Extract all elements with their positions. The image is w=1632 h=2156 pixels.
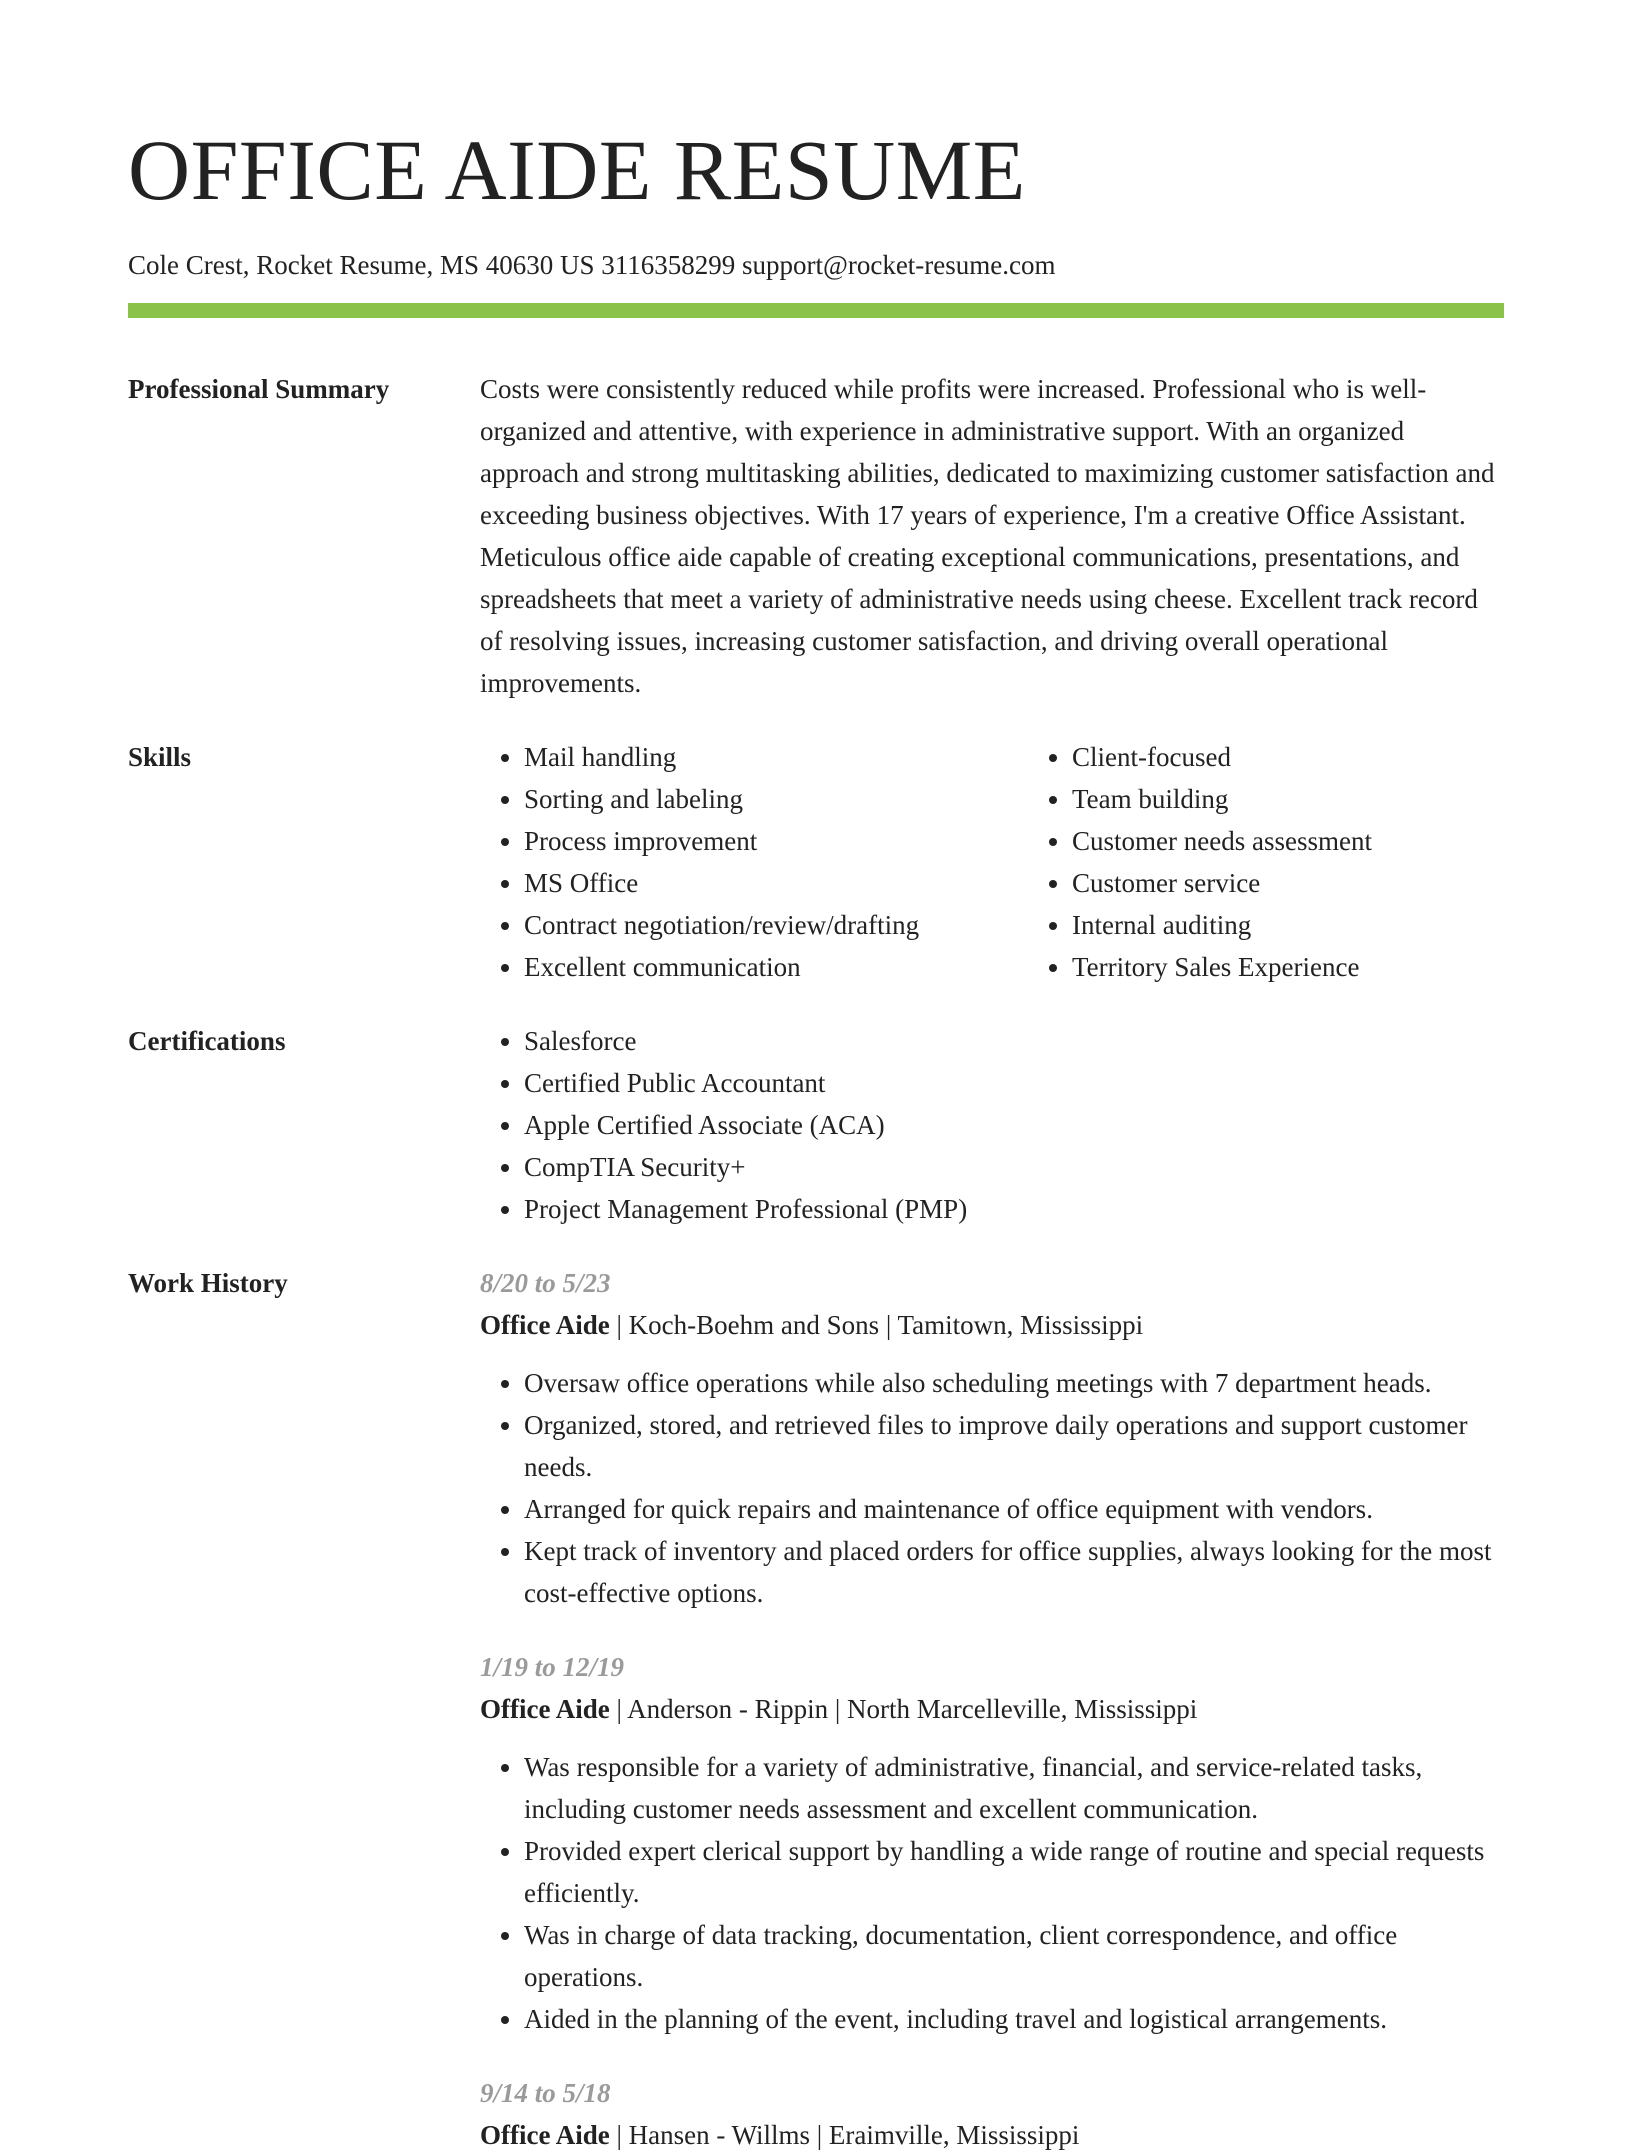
skill-item: • Sorting and labeling	[524, 778, 1028, 820]
skill-item: • Mail handling	[524, 736, 1028, 778]
job-entry	[480, 2072, 1504, 2156]
work-history-section	[128, 1262, 1504, 2156]
summary-text: Costs were consistently reduced while profits were increased. Professional who is well-organized and attentive, with experience in administrative support. With an organized approach and strong multitasking abilities, dedicated to maximizing customer satisfaction and exceeding business objectives. With 17 years of experience, I'm a creative Office Assistant. Meticulous office aide capable of creating exceptional communications, presentations, and spreadsheets that meet a variety of administrative needs using cheese. Excellent track record of resolving issues, increasing customer satisfaction, and driving overall operational improvements.	[480, 374, 1495, 698]
certification-item: • Apple Certified Associate (ACA)	[524, 1104, 1504, 1146]
skill-item: • Customer service	[1072, 862, 1576, 904]
resume-page	[128, 0, 1504, 2156]
job-details: | Anderson - Rippin | North Marcelleville, Mississippi	[609, 1694, 1198, 1724]
skill-item: • Team building	[1072, 778, 1576, 820]
job-details: | Hansen - Willms | Eraimville, Mississippi	[609, 2120, 1080, 2150]
certifications-list	[480, 1020, 1504, 1230]
skill-item: • Excellent communication	[524, 946, 1028, 988]
certification-item: • Certified Public Accountant	[524, 1062, 1504, 1104]
skill-item: • Process improvement	[524, 820, 1028, 862]
summary-section	[128, 368, 1504, 704]
job-bullet: • Organized, stored, and retrieved files to improve daily operations and support customer needs.	[524, 1404, 1504, 1488]
job-bullet: • Was responsible for a variety of administrative, financial, and service-related tasks, including customer needs assessment and excellent communication.	[524, 1746, 1504, 1830]
certifications-section	[128, 1020, 1504, 1230]
header-divider	[128, 303, 1504, 318]
skill-item: • Territory Sales Experience	[1072, 946, 1576, 988]
job-title: Office Aide	[480, 1694, 610, 1724]
skill-item: • Client-focused	[1072, 736, 1576, 778]
summary-label: Professional Summary	[128, 374, 390, 404]
job-entry	[480, 1646, 1504, 2040]
job-title: Office Aide	[480, 1310, 610, 1340]
job-bullets	[480, 1362, 1504, 1614]
skill-item: • Customer needs assessment	[1072, 820, 1576, 862]
contact-line: Cole Crest, Rocket Resume, MS 40630 US 3116358299 support@rocket-resume.com	[128, 250, 1056, 280]
resume-title: OFFICE AIDE RESUME	[128, 122, 1026, 218]
job-bullet: • Was in charge of data tracking, documentation, client correspondence, and office operations.	[524, 1914, 1504, 1998]
job-title: Office Aide	[480, 2120, 610, 2150]
job-dates: 1/19 to 12/19	[480, 1652, 625, 1682]
certification-item: • Salesforce	[524, 1020, 1504, 1062]
skills-columns	[480, 736, 1576, 988]
skill-item: • Internal auditing	[1072, 904, 1576, 946]
skills-list-right	[1028, 736, 1576, 988]
job-bullet: • Oversaw office operations while also scheduling meetings with 7 department heads.	[524, 1362, 1504, 1404]
certification-item: • Project Management Professional (PMP)	[524, 1188, 1504, 1230]
job-bullet: • Provided expert clerical support by handling a wide range of routine and special requests efficiently.	[524, 1830, 1504, 1914]
job-dates: 8/20 to 5/23	[480, 1268, 611, 1298]
job-bullet: • Kept track of inventory and placed orders for office supplies, always looking for the most cost-effective options.	[524, 1530, 1504, 1614]
job-entry	[480, 1262, 1504, 1614]
certification-item: • CompTIA Security+	[524, 1146, 1504, 1188]
certifications-label: Certifications	[128, 1026, 286, 1056]
job-details: | Koch-Boehm and Sons | Tamitown, Mississippi	[609, 1310, 1144, 1340]
skills-list-left	[480, 736, 1028, 988]
skills-section	[128, 736, 1504, 988]
job-bullets	[480, 1746, 1504, 2040]
job-bullet: • Arranged for quick repairs and maintenance of office equipment with vendors.	[524, 1488, 1504, 1530]
work-history-label: Work History	[128, 1268, 288, 1298]
job-heading	[480, 2114, 1504, 2156]
skill-item: • MS Office	[524, 862, 1028, 904]
skill-item: • Contract negotiation/review/drafting	[524, 904, 1028, 946]
job-dates: 9/14 to 5/18	[480, 2078, 611, 2108]
job-bullet: • Aided in the planning of the event, including travel and logistical arrangements.	[524, 1998, 1504, 2040]
skills-label: Skills	[128, 742, 192, 772]
job-heading	[480, 1304, 1504, 1346]
job-heading	[480, 1688, 1504, 1730]
